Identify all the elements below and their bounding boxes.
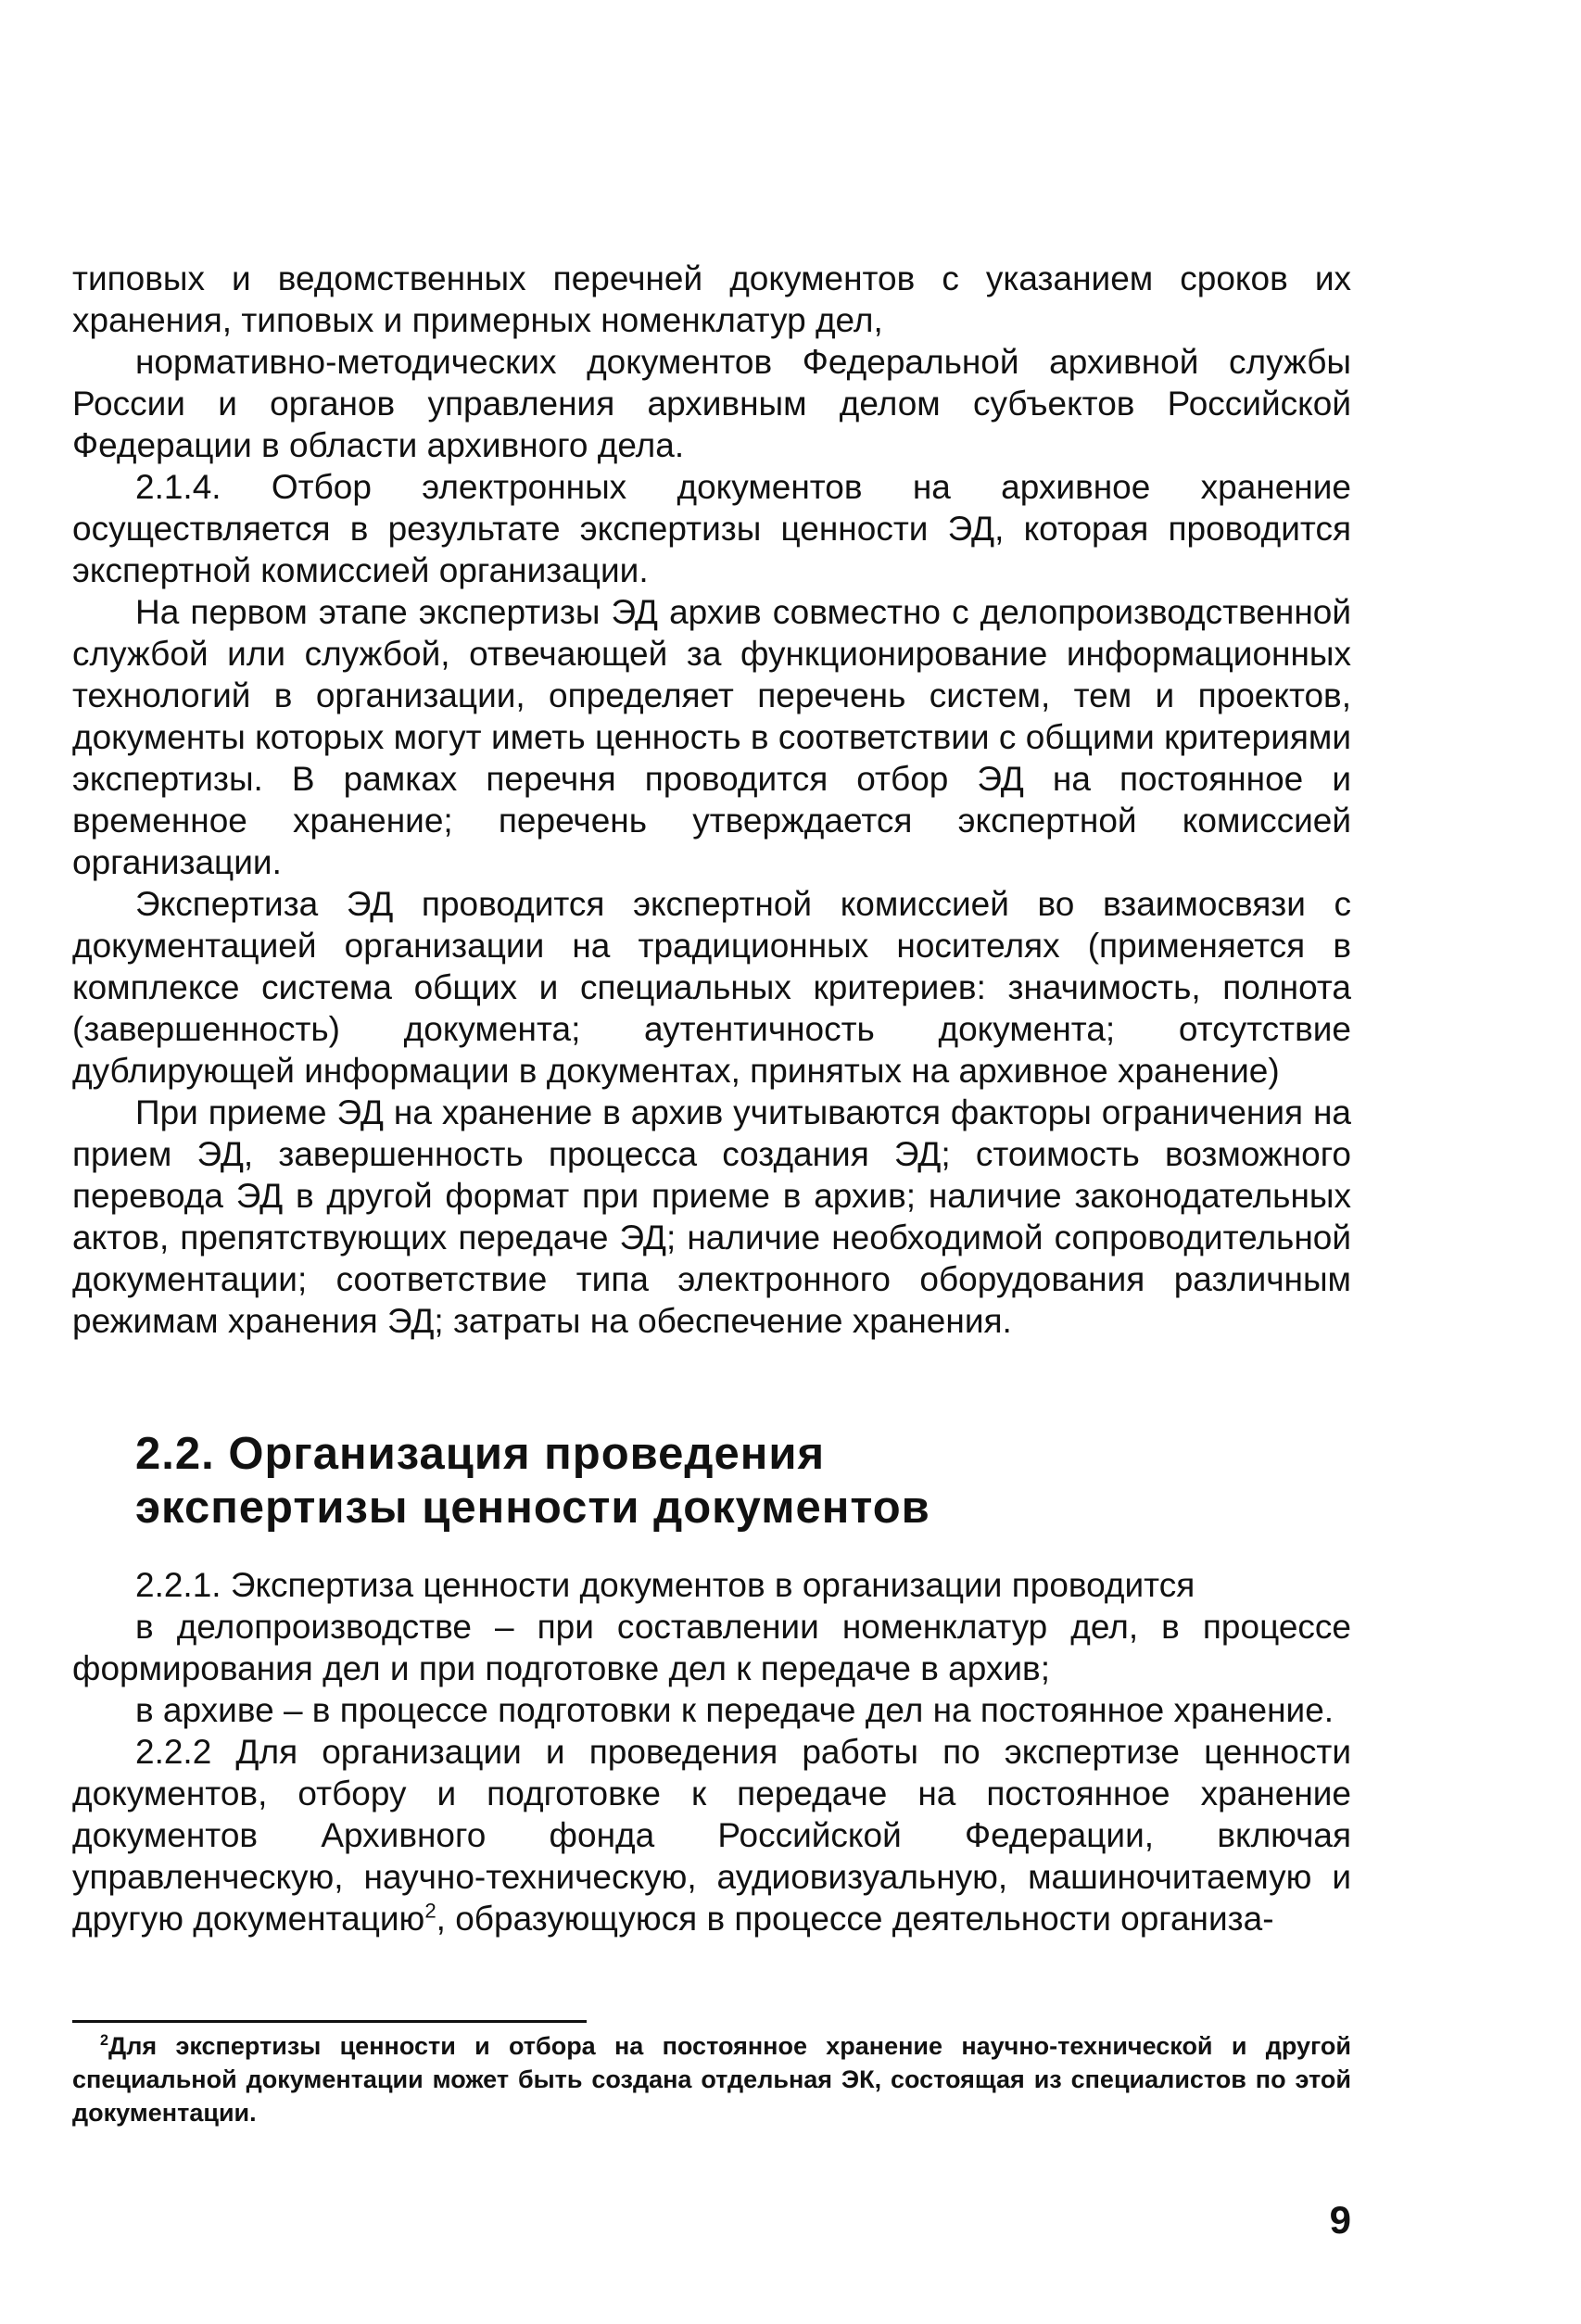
footnote-marker: 2 — [100, 2032, 109, 2049]
paragraph: в архиве – в процессе подготовки к передаче дел на постоянное хранение. — [135, 1691, 1334, 1729]
footnote — [72, 2029, 1351, 2129]
paragraph-with-footnote-ref — [72, 1731, 1351, 1939]
paragraph: При приеме ЭД на хранение в архив учитываются факторы ограничения на прием ЭД, завершенность процесса создания ЭД; стоимость возможного перевода ЭД в другой формат при приеме в архив; наличие законодательных актов, препятствующих передаче ЭД; наличие необходимой сопроводительной документации; соответствие типа электронного оборудования различным режимам хранения ЭД; затраты на обеспечение хранения. — [72, 1093, 1351, 1340]
section-text — [72, 1564, 1351, 1939]
paragraph: типовых и ведомственных перечней документов с указанием сроков их хранения, типовых и примерных номенклатур дел, — [72, 259, 1351, 339]
paragraph: нормативно-методических документов Федеральной архивной службы России и органов управления архивным делом субъектов Российской Федерации в области архивного дела. — [72, 343, 1351, 464]
paragraph: в делопроизводстве – при составлении номенклатур дел, в процессе формирования дел и при подготовке дел к передаче в архив; — [72, 1608, 1351, 1687]
paragraph-tail: , образующуюся в процессе деятельности организа- — [436, 1900, 1274, 1938]
page-number: 9 — [1329, 2198, 1351, 2242]
body-text — [72, 258, 1351, 1342]
paragraph: Экспертиза ЭД проводится экспертной комиссией во взаимосвязи с документацией организации на традиционных носителях (применяется в комплексе система общих и специальных критериев: значимость, полнота (завершенность) документа; аутентичность документа; отсутствие дублирующей информации в документах, принятых на архивное хранение) — [72, 885, 1351, 1090]
footnote-text-block — [72, 2029, 1351, 2129]
footnote-reference[interactable]: 2 — [424, 1899, 436, 1923]
paragraph: 2.2.1. Экспертиза ценности документов в организации проводится — [135, 1566, 1195, 1604]
document-page — [72, 0, 1351, 2324]
footnote-divider — [72, 2020, 587, 2023]
paragraph-text: 2.2.2 Для организации и проведения работы по экспертизе ценности документов, отбору и подготовке к передаче на постоянное хранение документов Архивного фонда Российской Федерации, включая управленческую, научно-техническую, аудиовизуальную, машиночитаемую и другую документацию — [72, 1733, 1351, 1938]
section-heading-line-2: экспертизы ценности документов — [135, 1483, 930, 1533]
paragraph: 2.1.4. Отбор электронных документов на архивное хранение осуществляется в результате экспертизы ценности ЭД, которая проводится экспертной комиссией организации. — [72, 468, 1351, 589]
paragraph: На первом этапе экспертизы ЭД архив совместно с делопроизводственной службой или службой, отвечающей за функционирование информационных технологий в организации, определяет перечень систем, тем и проектов, документы которых могут иметь ценность в соответствии с общими критериями экспертизы. В рамках перечня проводится отбор ЭД на постоянное и временное хранение; перечень утверждается экспертной комиссией организации. — [72, 593, 1351, 881]
footnote-text: Для экспертизы ценности и отбора на постоянное хранение научно-технической и другой специальной документации может быть создана отдельная ЭК, состоящая из специалистов по этой документации. — [72, 2032, 1351, 2127]
section-heading — [135, 1427, 1247, 1535]
section-heading-line-1: 2.2. Организация проведения — [135, 1429, 826, 1479]
